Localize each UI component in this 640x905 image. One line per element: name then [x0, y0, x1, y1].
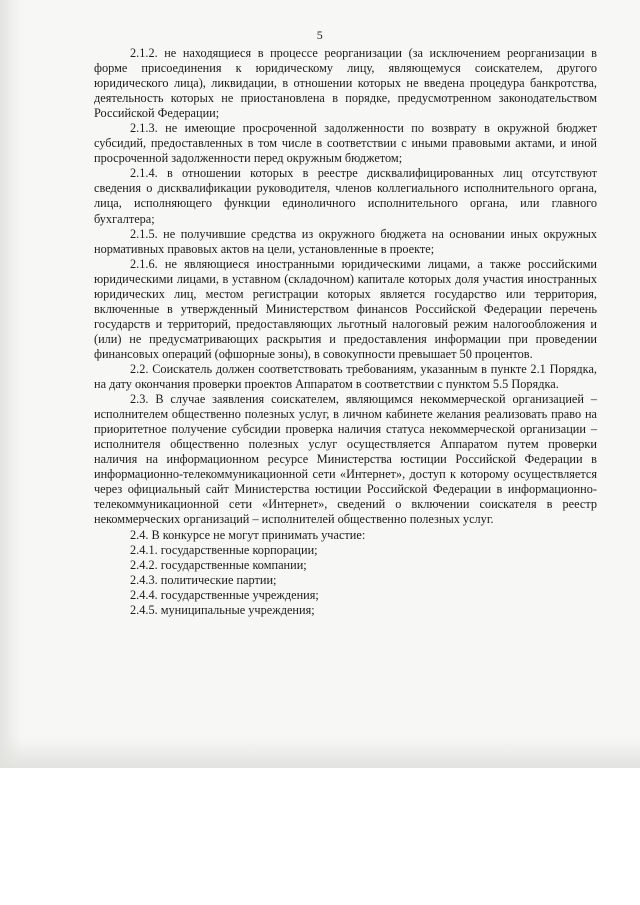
list-item-2-4-5: 2.4.5. муниципальные учреждения; — [130, 602, 315, 617]
paragraph-2-1-6: 2.1.6. не являющиеся иностранными юридическими лицами, а также российскими юридическими лицами, в уставном (складочном) капитале которых доля участия иностранных юридических лиц, местом регистрации которых является государство или территория, включенные в утвержденный Министерством финансов Российской Федерации перечень государств и территорий, предоставляющих льготный налоговый режим налогообложения и (или) не предусматривающих раскрытия и предоставления информации при проведении финансовых операций (офшорные зоны), в совокупности превышает 50 процентов. — [94, 256, 597, 361]
paragraph-2-1-4: 2.1.4. в отношении которых в реестре дисквалифицированных лиц отсутствуют сведения о дисквалификации руководителя, членов коллегиального исполнительного органа, лица, исполняющего функции единоличного исполнительного органа, или главного бухгалтера; — [94, 166, 597, 226]
paragraph-2-4: 2.4. В конкурсе не могут принимать участие: — [130, 527, 366, 542]
paragraph-2-3: 2.3. В случае заявления соискателем, являющимся некоммерческой организацией – исполнителем общественно полезных услуг, в личном кабинете желания реализовать право на приоритетное получение субсидии проверка наличия статуса некоммерческой организации – исполнителя общественно полезных услуг осуществляется Аппаратом путем проверки наличия на информационном ресурсе Министерства юстиции Российской Федерации в информационно-телекоммуникационной сети «Интернет», доступ к которому осуществляется через официальный сайт Министерства юстиции Российской Федерации в информационно-телекоммуникационной сети «Интернет», сведений о включении соискателя в реестр некоммерческих организаций – исполнителей общественно полезных услуг. — [94, 392, 597, 527]
document-body — [94, 46, 597, 618]
paragraph-2-1-5: 2.1.5. не получившие средства из окружного бюджета на основании иных окружных нормативных правовых актов на цели, установленные в проекте; — [94, 226, 597, 256]
paragraph-2-1-3: 2.1.3. не имеющие просроченной задолженности по возврату в окружной бюджет субсидий, предоставленных в том числе в соответствии с иными правовыми актами, и иной просроченной задолженности перед окружным бюджетом; — [94, 121, 597, 166]
list-item-2-4-4: 2.4.4. государственные учреждения; — [130, 587, 319, 602]
list-item-2-4-1: 2.4.1. государственные корпорации; — [130, 542, 318, 557]
paragraph-2-1-2: 2.1.2. не находящиеся в процессе реорганизации (за исключением реорганизации в форме присоединения к юридическому лицу, являющемуся соискателем, другого юридического лица), ликвидации, в отношении которых не введена процедура банкротства, деятельность которых не приостановлена в порядке, предусмотренном законодательством Российской Федерации; — [94, 46, 597, 121]
paragraph-2-2: 2.2. Соискатель должен соответствовать требованиям, указанным в пункте 2.1 Порядка, на дату окончания проверки проектов Аппаратом в соответствии с пунктом 5.5 Порядка. — [94, 361, 597, 392]
list-item-2-4-2: 2.4.2. государственные компании; — [130, 557, 307, 572]
page-number: 5 — [316, 28, 324, 42]
list-item-2-4-3: 2.4.3. политические партии; — [130, 572, 277, 587]
